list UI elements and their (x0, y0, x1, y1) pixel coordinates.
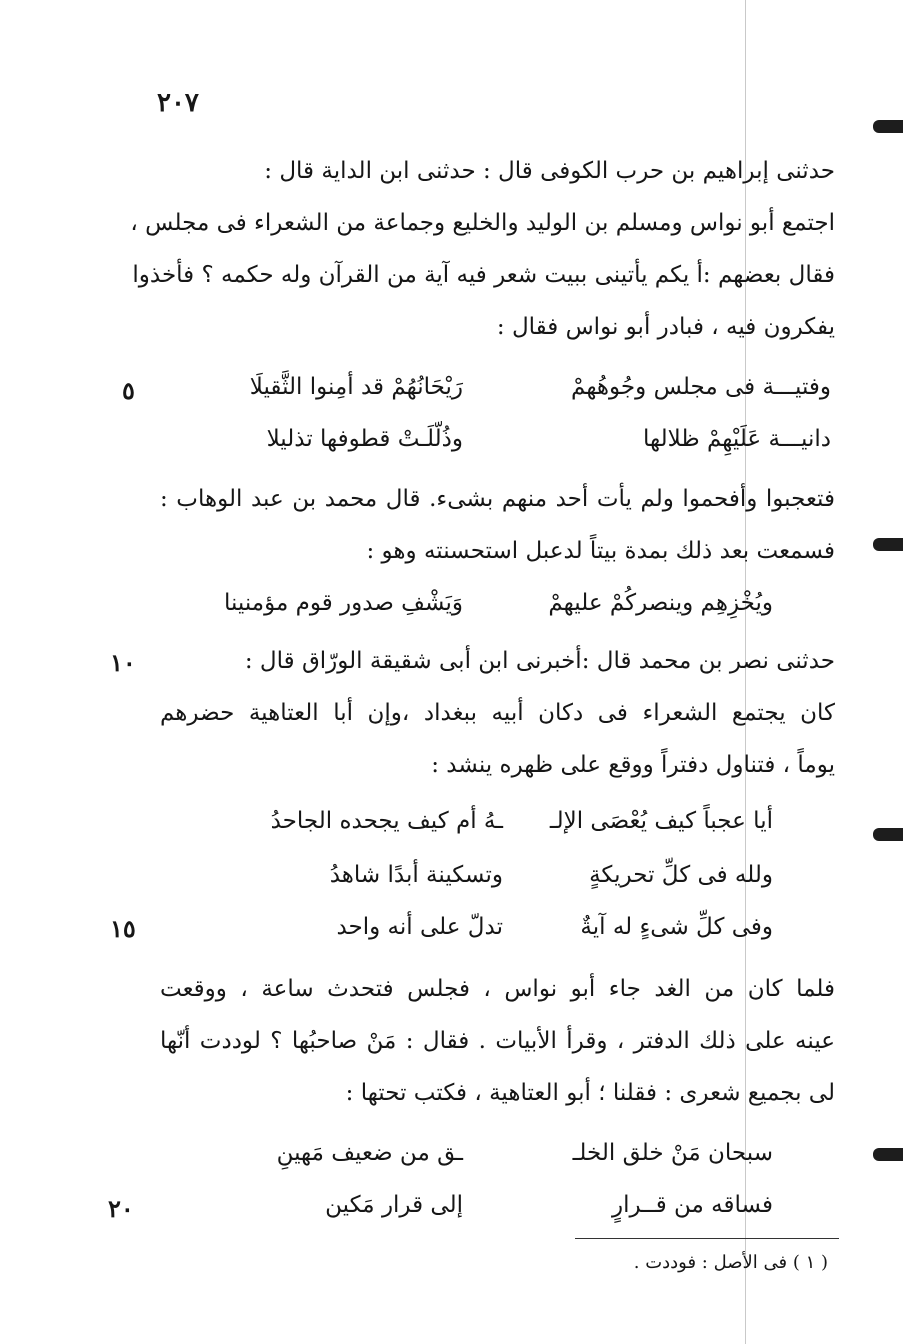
verse-second-hemistich: إلى قرار مَكين (325, 1192, 463, 1218)
verse-first-hemistich: ولله فى كلِّ تحريكةٍ (589, 862, 773, 888)
verse-second-hemistich: ـق من ضعيف مَهينِ (276, 1140, 463, 1166)
verse-first-hemistich: وفتيـــة فى مجلس وجُوهُهمْ (571, 374, 831, 400)
margin-line-number: ١٥ (110, 914, 136, 943)
edge-mark (873, 828, 903, 841)
prose-line: فقال بعضهم :أ يكم يأتينى ببيت شعر فيه آية من القرآن وله حكمه ؟ فأخذوا (132, 262, 835, 288)
prose-line: لى بجميع شعرى : فقلنا ؛ أبو العتاهية ، فكتب تحتها : (345, 1080, 835, 1106)
footnote-rule (575, 1238, 839, 1239)
verse-second-hemistich: وذُلّلَـتْ قطوفها تذليلا (266, 426, 463, 452)
prose-line: فتعجبوا وأفحموا ولم يأت أحد منهم بشىء. قال محمد بن عبد الوهاب : (160, 486, 835, 512)
verse-first-hemistich: فساقه من قــرارٍ (612, 1192, 773, 1218)
prose-line: عينه على ذلك الدفتر ، وقرأ الأبيات . فقال : مَنْ صاحبُها ؟ لوددت أنّها (160, 1028, 835, 1054)
footnote: ( ١ ) فى الأصل : فوددت . (633, 1252, 828, 1273)
verse-second-hemistich: ـهُ أم كيف يجحده الجاحدُ (270, 808, 503, 834)
prose-line: يوماً ، فتناول دفتراً ووقع على ظهره ينشد : (431, 752, 835, 778)
edge-mark (873, 1148, 903, 1161)
prose-line: حدثنى إبراهيم بن حرب الكوفى قال : حدثنى ابن الداية قال : (264, 158, 835, 184)
verse-second-hemistich: وَيَشْفِ صدور قوم مؤمنينا (223, 590, 463, 616)
verse-first-hemistich: ويُخْزِهِم وينصركُمْ عليهمْ (548, 590, 773, 616)
page-number: ٢٠٧ (157, 88, 199, 118)
prose-line: فلما كان من الغد جاء أبو نواس ، فجلس فتحدث ساعة ، ووقعت (160, 976, 835, 1002)
verse-second-hemistich: وتسكينة أبدًا شاهدُ (329, 862, 503, 888)
verse-second-hemistich: تدلّ على أنه واحد (336, 914, 503, 940)
edge-mark (873, 120, 903, 133)
verse-second-hemistich: رَيْحَانُهُمْ قد أمِنوا الثَّقيلَا (249, 374, 463, 400)
edge-mark (873, 538, 903, 551)
margin-line-number: ٥ (122, 376, 135, 405)
prose-line: اجتمع أبو نواس ومسلم بن الوليد والخليع وجماعة من الشعراء فى مجلس ، (130, 210, 835, 236)
verse-first-hemistich: سبحان مَنْ خلق الخلـ (572, 1140, 773, 1166)
prose-line: فسمعت بعد ذلك بمدة بيتاً لدعبل استحسنته وهو : (366, 538, 835, 564)
prose-line: كان يجتمع الشعراء فى دكان أبيه ببغداد ،وإن أبا العتاهية حضرهم (160, 700, 835, 726)
verse-first-hemistich: وفى كلِّ شىءٍ له آيةٌ (580, 914, 773, 940)
prose-line: حدثنى نصر بن محمد قال :أخبرنى ابن أبى شقيقة الورّاق قال : (244, 648, 835, 674)
margin-line-number: ١٠ (110, 648, 136, 677)
margin-line-number: ٢٠ (108, 1194, 134, 1223)
verse-first-hemistich: دانيـــة عَلَيْهِمْ ظلالها (643, 426, 831, 452)
prose-line: يفكرون فيه ، فبادر أبو نواس فقال : (496, 314, 835, 340)
verse-first-hemistich: أيا عجباً كيف يُعْصَى الإلـ (549, 808, 773, 834)
